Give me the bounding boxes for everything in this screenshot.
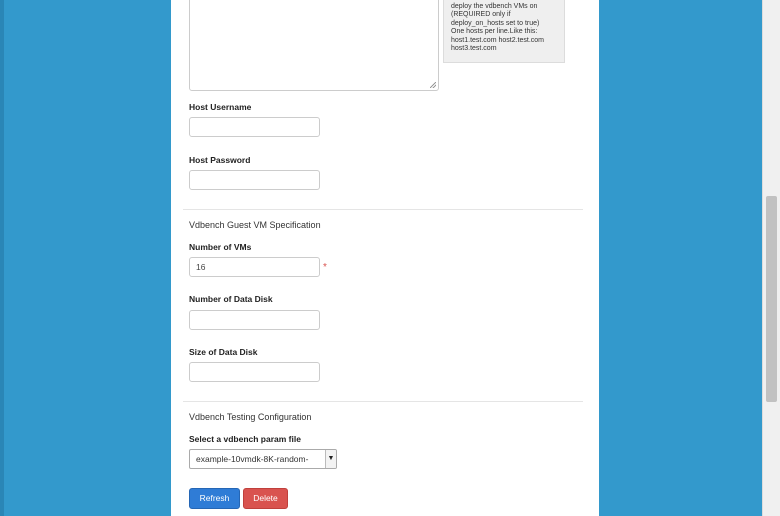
num-vms-label: Number of VMs (189, 242, 252, 252)
param-file-label: Select a vdbench param file (189, 434, 301, 444)
num-vms-input[interactable] (189, 257, 320, 277)
delete-button[interactable]: Delete (243, 488, 288, 509)
hosts-help-tooltip (443, 0, 565, 63)
testing-config-section-title: Vdbench Testing Configuration (189, 412, 312, 422)
help-line: deploy_on_hosts set to true) (451, 19, 540, 27)
window-edge (0, 0, 4, 516)
help-line: One hosts per line.Like this: (451, 28, 538, 36)
size-data-disk-label: Size of Data Disk (189, 347, 258, 357)
refresh-button[interactable]: Refresh (189, 488, 240, 509)
help-line: (REQUIRED only if (451, 11, 511, 19)
vertical-scrollbar[interactable] (762, 0, 780, 516)
host-password-input[interactable] (189, 170, 320, 190)
param-file-selected-value: example-10vmdk-8K-random- (196, 454, 309, 464)
form-panel (171, 0, 599, 516)
help-line: host3.test.com (451, 45, 497, 53)
host-username-input[interactable] (189, 117, 320, 137)
help-line: host1.test.com host2.test.com (451, 36, 544, 44)
page-background-left (0, 0, 171, 516)
required-asterisk: * (323, 262, 327, 273)
param-file-select[interactable] (189, 449, 337, 469)
scrollbar-thumb[interactable] (766, 196, 777, 402)
host-username-label: Host Username (189, 102, 252, 112)
num-data-disk-label: Number of Data Disk (189, 294, 273, 304)
num-data-disk-input[interactable] (189, 310, 320, 330)
vm-spec-section-title: Vdbench Guest VM Specification (189, 220, 321, 230)
size-data-disk-input[interactable] (189, 362, 320, 382)
section-divider (183, 209, 583, 210)
page-background-right (599, 0, 762, 516)
hosts-textarea[interactable] (189, 0, 439, 91)
host-password-label: Host Password (189, 155, 251, 165)
section-divider (183, 401, 583, 402)
chevron-down-icon[interactable]: ▼ (325, 450, 336, 468)
resize-grip-icon[interactable] (430, 82, 436, 88)
help-line: deploy the vdbench VMs on (451, 3, 538, 10)
